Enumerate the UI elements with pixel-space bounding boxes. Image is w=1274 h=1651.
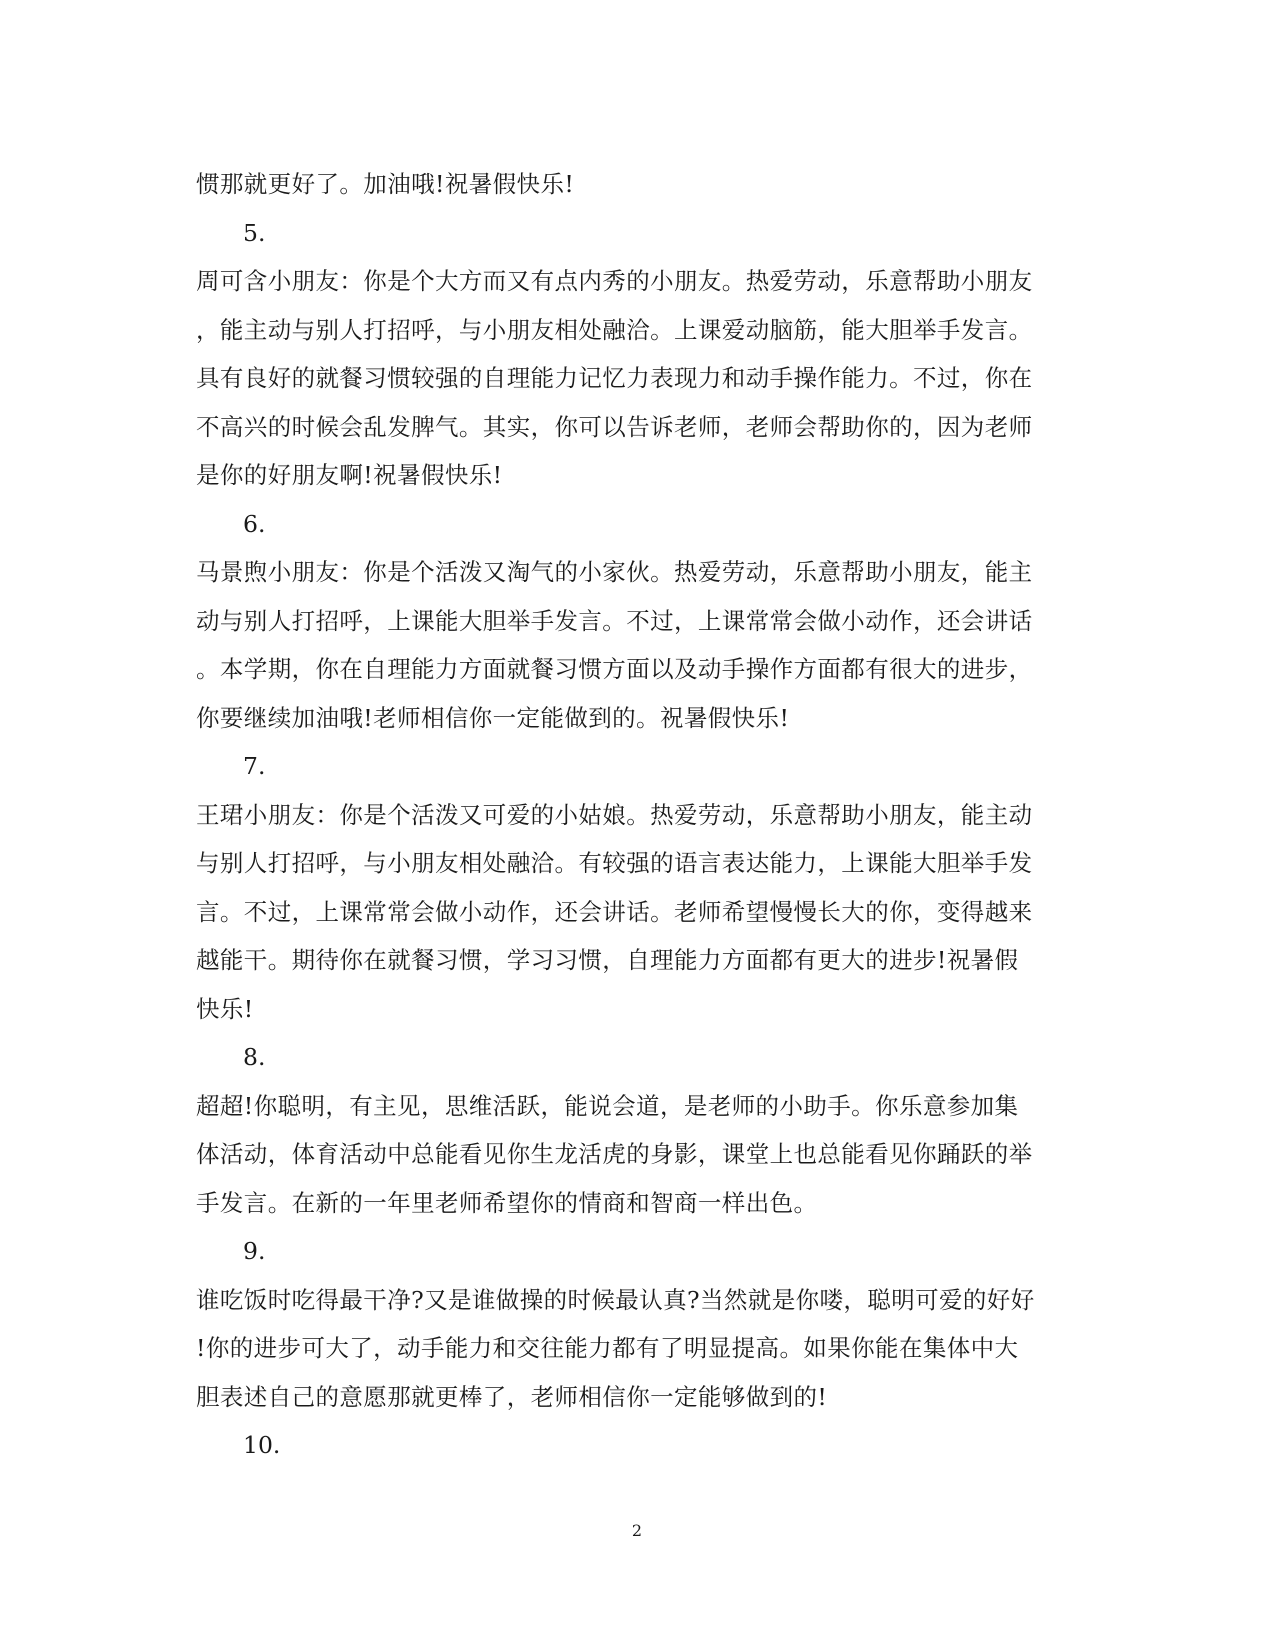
text-line: 体活动，体育活动中总能看见你生龙活虎的身影，课堂上也总能看见你踊跃的举 — [196, 1140, 1033, 1168]
item-number: 10. — [243, 1431, 281, 1459]
text-line: 是你的好朋友啊!祝暑假快乐! — [196, 461, 503, 489]
item-number: 6. — [243, 509, 266, 538]
item-number: 7. — [243, 752, 266, 780]
text-line: 谁吃饭时吃得最干净?又是谁做操的时候最认真?当然就是你喽，聪明可爱的好好 — [196, 1285, 1035, 1314]
item-number: 9. — [243, 1237, 266, 1265]
text-line: 与别人打招呼，与小朋友相处融洽。有较强的语言表达能力，上课能大胆举手发 — [196, 849, 1033, 877]
text-line: 胆表述自己的意愿那就更棒了，老师相信你一定能够做到的! — [196, 1382, 828, 1411]
text-line: 越能干。期待你在就餐习惯，学习习惯，自理能力方面都有更大的进步!祝暑假 — [196, 946, 1019, 974]
text-line: 你要继续加油哦!老师相信你一定能做到的。祝暑假快乐! — [196, 703, 790, 732]
text-line: 超超!你聪明，有主见，思维活跃，能说会道，是老师的小助手。你乐意参加集 — [196, 1091, 1019, 1120]
text-line: 王珺小朋友：你是个活泼又可爱的小姑娘。热爱劳动，乐意帮助小朋友，能主动 — [196, 800, 1033, 829]
text-line: 不高兴的时候会乱发脾气。其实，你可以告诉老师，老师会帮助你的，因为老师 — [196, 412, 1033, 441]
item-number: 8. — [243, 1043, 266, 1071]
item-number: 5. — [243, 218, 266, 247]
text-line: 马景煦小朋友：你是个活泼又淘气的小家伙。热爱劳动，乐意帮助小朋友，能主 — [196, 558, 1033, 586]
document-body — [196, 160, 1076, 1470]
text-line: 周可含小朋友：你是个大方而又有点内秀的小朋友。热爱劳动，乐意帮助小朋友 — [196, 267, 1033, 295]
text-line: 手发言。在新的一年里老师希望你的情商和智商一样出色。 — [196, 1188, 818, 1217]
text-line: 言。不过，上课常常会做小动作，还会讲话。老师希望慢慢长大的你，变得越来 — [196, 897, 1033, 926]
text-line: !你的进步可大了，动手能力和交往能力都有了明显提高。如果你能在集体中大 — [196, 1334, 1019, 1362]
text-line: 惯那就更好了。加油哦!祝暑假快乐! — [196, 170, 575, 198]
text-line: 具有良好的就餐习惯较强的自理能力记忆力表现力和动手操作能力。不过，你在 — [196, 364, 1033, 392]
text-line: 动与别人打招呼，上课能大胆举手发言。不过，上课常常会做小动作，还会讲话 — [196, 606, 1033, 635]
text-line: 。本学期，你在自理能力方面就餐习惯方面以及动手操作方面都有很大的进步， — [196, 655, 1033, 683]
text-line: ，能主动与别人打招呼，与小朋友相处融洽。上课爱动脑筋，能大胆举手发言。 — [196, 315, 1033, 344]
text-line: 快乐! — [196, 994, 254, 1023]
page-number: 2 — [631, 1521, 643, 1540]
